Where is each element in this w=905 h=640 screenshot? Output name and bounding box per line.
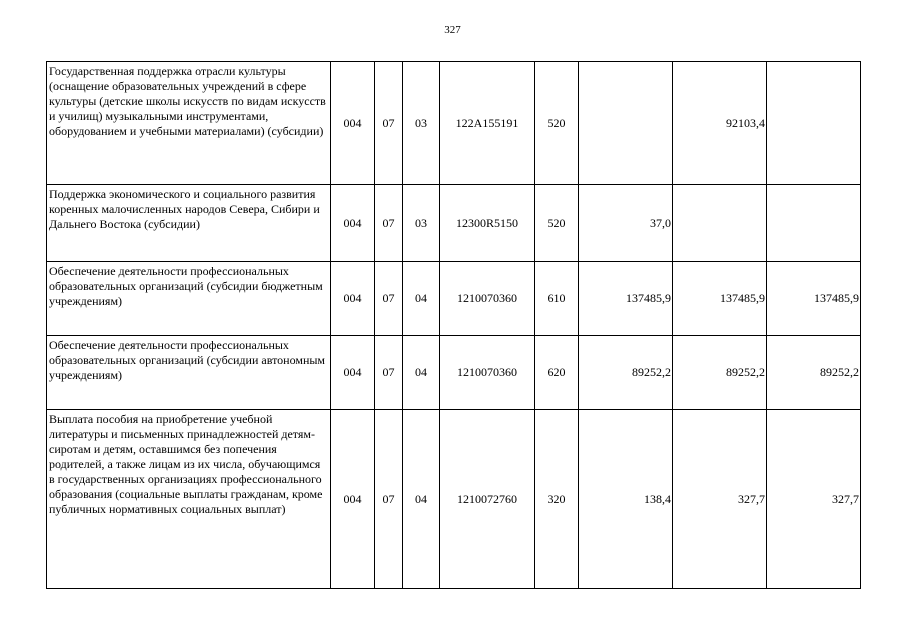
sum-year3-cell	[767, 185, 861, 262]
sum-year3-cell	[767, 62, 861, 185]
table-row	[47, 262, 861, 336]
sum-year3-cell: 137485,9	[767, 262, 861, 336]
sum-year1-cell: 37,0	[579, 185, 673, 262]
subsection-code-cell: 04	[403, 410, 440, 589]
expense-type-cell: 520	[535, 62, 579, 185]
subsection-code-cell: 04	[403, 262, 440, 336]
table-row	[47, 62, 861, 185]
subsection-code-cell: 04	[403, 336, 440, 410]
expense-name-cell: Поддержка экономического и социального развития коренных малочисленных народов Севера, Сибири и Дальнего Востока (субсидии)	[47, 185, 331, 262]
expense-type-cell: 320	[535, 410, 579, 589]
target-code-cell: 122A155191	[440, 62, 535, 185]
sum-year3-cell: 327,7	[767, 410, 861, 589]
expense-name-cell: Государственная поддержка отрасли культуры (оснащение образовательных учреждений в сфере культуры (детские школы искусств по видам искусств и училищ) музыкальными инструментами, оборудованием и учебными материалами) (субсидии)	[47, 62, 331, 185]
page-number: 327	[444, 24, 461, 36]
expense-type-cell: 620	[535, 336, 579, 410]
sum-year2-cell: 92103,4	[673, 62, 767, 185]
ministry-code-cell: 004	[331, 336, 375, 410]
subsection-code-cell: 03	[403, 185, 440, 262]
expense-type-cell: 610	[535, 262, 579, 336]
sum-year1-cell: 137485,9	[579, 262, 673, 336]
ministry-code-cell: 004	[331, 262, 375, 336]
table-row	[47, 336, 861, 410]
sum-year1-cell: 138,4	[579, 410, 673, 589]
section-code-cell: 07	[375, 62, 403, 185]
expense-type-cell: 520	[535, 185, 579, 262]
section-code-cell: 07	[375, 262, 403, 336]
ministry-code-cell: 004	[331, 410, 375, 589]
target-code-cell: 1210070360	[440, 262, 535, 336]
sum-year2-cell: 137485,9	[673, 262, 767, 336]
sum-year1-cell: 89252,2	[579, 336, 673, 410]
sum-year2-cell: 327,7	[673, 410, 767, 589]
target-code-cell: 1210070360	[440, 336, 535, 410]
sum-year2-cell: 89252,2	[673, 336, 767, 410]
target-code-cell: 12300R5150	[440, 185, 535, 262]
sum-year2-cell	[673, 185, 767, 262]
expense-name-cell: Обеспечение деятельности профессиональных образовательных организаций (субсидии бюджетным учреждениям)	[47, 262, 331, 336]
subsection-code-cell: 03	[403, 62, 440, 185]
expense-name-cell: Выплата пособия на приобретение учебной литературы и письменных принадлежностей детям-сиротам и детям, оставшимся без попечения родителей, а также лицам из их числа, обучающимся в государственных организациях профессионального образования (социальные выплаты гражданам, кроме публичных нормативных социальных выплат)	[47, 410, 331, 589]
budget-table	[46, 61, 861, 589]
section-code-cell: 07	[375, 410, 403, 589]
ministry-code-cell: 004	[331, 62, 375, 185]
table-row	[47, 185, 861, 262]
table-row	[47, 410, 861, 589]
ministry-code-cell: 004	[331, 185, 375, 262]
section-code-cell: 07	[375, 185, 403, 262]
expense-name-cell: Обеспечение деятельности профессиональных образовательных организаций (субсидии автономным учреждениям)	[47, 336, 331, 410]
section-code-cell: 07	[375, 336, 403, 410]
target-code-cell: 1210072760	[440, 410, 535, 589]
sum-year3-cell: 89252,2	[767, 336, 861, 410]
sum-year1-cell	[579, 62, 673, 185]
